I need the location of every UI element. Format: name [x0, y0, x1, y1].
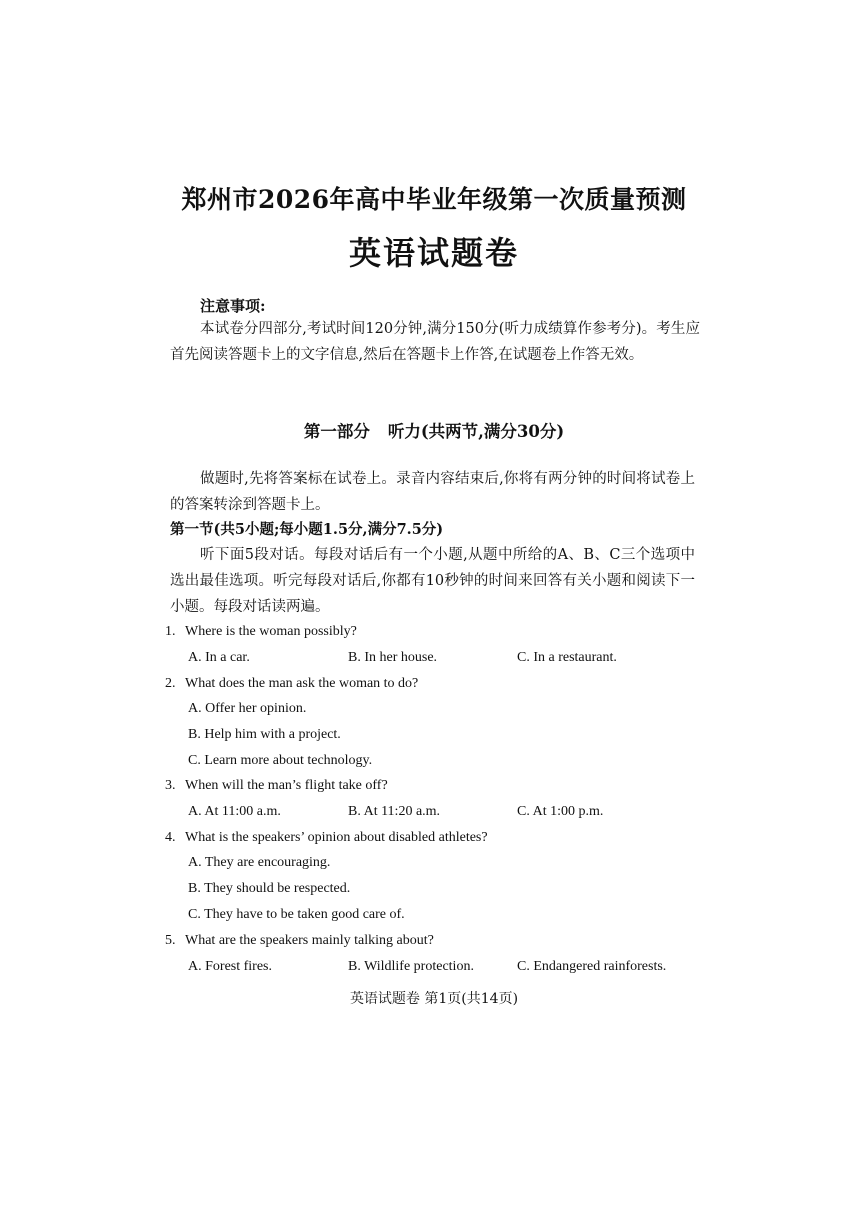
- question-3: [165, 778, 388, 794]
- option-5c: C. Endangered rainforests.: [517, 959, 667, 974]
- section-heading: 第一节(共5小题;每小题1.5分,满分7.5分): [170, 521, 444, 538]
- notice-text: 本试卷分四部分,考试时间120分钟,满分150分(听力成绩算作参考分)。考生应首先阅读答题卡上的文字信息,然后在答题卡上作答,在试题卷上作答无效。: [170, 321, 700, 363]
- part-heading: [0, 418, 868, 442]
- question-number: 2.: [165, 676, 176, 691]
- option-1c: C. In a restaurant.: [517, 650, 617, 665]
- question-number: 3.: [165, 778, 176, 793]
- question-text: When will the man’s flight take off?: [185, 778, 388, 793]
- option-2a: A. Offer her opinion.: [188, 701, 307, 716]
- section-instructions-text: 听下面5段对话。每段对话后有一个小题,从题中所给的A、B、C三个选项中选出最佳选项。听完每段对话后,你都有10秒钟的时间来回答有关小题和阅读下一小题。每段对话读两遍。: [170, 547, 695, 615]
- exam-title: 郑州市2026年高中毕业年级第一次质量预测: [181, 185, 687, 214]
- part-title: 听力(共两节,满分30分): [387, 422, 565, 441]
- question-text: What does the man ask the woman to do?: [185, 676, 419, 691]
- part-instructions: [170, 466, 695, 518]
- question-5: [165, 933, 434, 949]
- question-2: [165, 676, 418, 692]
- option-1b: B. In her house.: [348, 650, 438, 665]
- option-2c: C. Learn more about technology.: [188, 753, 373, 768]
- notice-body: [170, 316, 700, 368]
- question-text: Where is the woman possibly?: [185, 624, 357, 639]
- option-3a: A. At 11:00 a.m.: [188, 804, 281, 819]
- option-4c: C. They have to be taken good care of.: [188, 907, 405, 922]
- option-4a: A. They are encouraging.: [188, 855, 331, 870]
- exam-subtitle: 英语试题卷: [348, 234, 519, 272]
- question-number: 1.: [165, 624, 176, 639]
- option-3c: C. At 1:00 p.m.: [517, 804, 604, 819]
- question-text: What is the speakers’ opinion about disabled athletes?: [185, 830, 488, 845]
- section-instructions: [170, 542, 695, 620]
- option-2b: B. Help him with a project.: [188, 727, 341, 742]
- question-text: What are the speakers mainly talking about?: [185, 933, 434, 948]
- option-1a: A. In a car.: [188, 650, 250, 665]
- page-footer: 英语试题卷 第1页(共14页): [349, 991, 519, 1007]
- option-4b: B. They should be respected.: [188, 881, 351, 896]
- question-1: [165, 624, 357, 640]
- option-3b: B. At 11:20 a.m.: [348, 804, 441, 819]
- part-label: 第一部分: [303, 422, 370, 441]
- option-5a: A. Forest fires.: [188, 959, 273, 974]
- question-number: 5.: [165, 933, 176, 948]
- option-5b: B. Wildlife protection.: [348, 959, 474, 974]
- part-instructions-text: 做题时,先将答案标在试卷上。录音内容结束后,你将有两分钟的时间将试卷上的答案转涂到答题卡上。: [170, 471, 695, 513]
- notice-heading: 注意事项:: [200, 297, 266, 315]
- question-4: [165, 830, 488, 846]
- question-number: 4.: [165, 830, 176, 845]
